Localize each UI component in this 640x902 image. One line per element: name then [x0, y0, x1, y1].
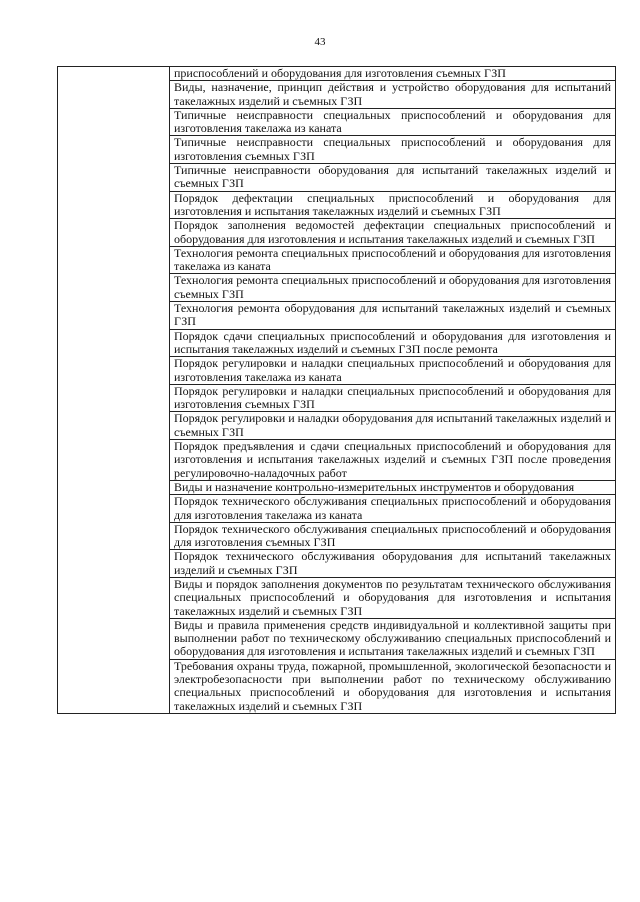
knowledge-item: Технология ремонта специальных приспособлений и оборудования для изготовления такелажа из каната [170, 246, 616, 274]
knowledge-item: Порядок технического обслуживания специальных приспособлений и оборудования для изготовления такелажа из каната [170, 495, 616, 523]
knowledge-item: Виды и порядок заполнения документов по результатам технического обслуживания специальных приспособлений и оборудования для изготовления и испытания такелажных изделий и съемных ГЗП [170, 577, 616, 618]
knowledge-item: Порядок технического обслуживания специальных приспособлений и оборудования для изготовления съемных ГЗП [170, 522, 616, 550]
knowledge-item: Порядок дефектации специальных приспособлений и оборудования для изготовления и испытания такелажных изделий и съемных ГЗП [170, 191, 616, 219]
knowledge-item: Требования охраны труда, пожарной, промышленной, экологической безопасности и электробезопасности при выполнении работ по техническому обслуживанию специальных приспособлений и оборудования для изготовления и испытания такелажных изделий и съемных ГЗП [170, 659, 616, 713]
knowledge-item: Технология ремонта оборудования для испытаний такелажных изделий и съемных ГЗП [170, 302, 616, 330]
knowledge-item: Порядок регулировки и наладки оборудования для испытаний такелажных изделий и съемных ГЗП [170, 412, 616, 440]
knowledge-item: Виды и правила применения средств индивидуальной и коллективной защиты при выполнении работ по техническому обслуживанию специальных приспособлений и оборудования для изготовления и испытания такелажных изделий и съемных ГЗП [170, 618, 616, 659]
knowledge-item: приспособлений и оборудования для изготовления съемных ГЗП [170, 67, 616, 81]
knowledge-item: Виды и назначение контрольно-измерительных инструментов и оборудования [170, 480, 616, 494]
table-row [58, 67, 616, 81]
knowledge-item: Порядок заполнения ведомостей дефектации специальных приспособлений и оборудования для изготовления и испытания такелажных изделий и съемных ГЗП [170, 219, 616, 247]
page-number: 43 [314, 36, 326, 48]
knowledge-item: Порядок регулировки и наладки специальных приспособлений и оборудования для изготовления такелажа из каната [170, 357, 616, 385]
knowledge-item: Порядок предъявления и сдачи специальных приспособлений и оборудования для изготовления и испытания такелажных изделий и съемных ГЗП после проведения регулировочно-наладочных работ [170, 440, 616, 481]
knowledge-item: Порядок сдачи специальных приспособлений и оборудования для изготовления и испытания такелажных изделий и съемных ГЗП после ремонта [170, 329, 616, 357]
knowledge-item: Типичные неисправности специальных приспособлений и оборудования для изготовления съемных ГЗП [170, 136, 616, 164]
knowledge-item: Технология ремонта специальных приспособлений и оборудования для изготовления съемных ГЗП [170, 274, 616, 302]
knowledge-table [57, 66, 616, 714]
knowledge-item: Порядок технического обслуживания оборудования для испытаний такелажных изделий и съемных ГЗП [170, 550, 616, 578]
knowledge-item: Типичные неисправности специальных приспособлений и оборудования для изготовления такелажа из каната [170, 108, 616, 136]
table-body [58, 67, 616, 714]
knowledge-item: Типичные неисправности оборудования для испытаний такелажных изделий и съемных ГЗП [170, 164, 616, 192]
left-column-cell [58, 67, 170, 714]
knowledge-item: Виды, назначение, принцип действия и устройство оборудования для испытаний такелажных изделий и съемных ГЗП [170, 81, 616, 109]
knowledge-item: Порядок регулировки и наладки специальных приспособлений и оборудования для изготовления съемных ГЗП [170, 384, 616, 412]
